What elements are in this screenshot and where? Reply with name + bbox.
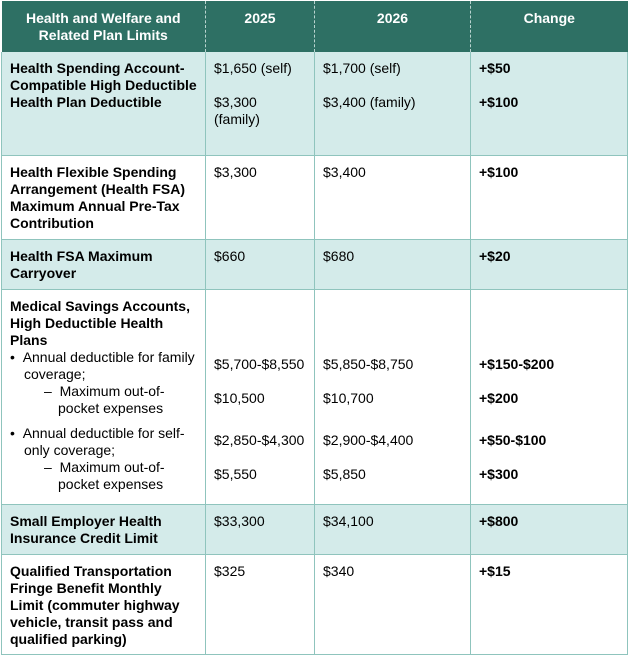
value-family: $3,400 (family) [323, 94, 416, 110]
value-family: $3,300 (family) [214, 94, 260, 127]
cell-change [471, 52, 628, 155]
cell-2025: $660 [206, 239, 315, 289]
table-row-small-employer-credit [2, 504, 628, 554]
cell-2025: $3,300 [206, 155, 315, 239]
row-label [2, 289, 206, 504]
cell-2025: $5,700-$8,550 $10,500 $2,850-$4,300 $5,550 [206, 289, 315, 504]
table-row-transportation-fringe [2, 554, 628, 654]
cell-change: +$20 [471, 239, 628, 289]
value-self: $1,700 (self) [323, 60, 401, 76]
cell-2025: $33,300 [206, 504, 315, 554]
cell-2026: $5,850-$8,750 $10,700 $2,900-$4,400 $5,850 [315, 289, 471, 504]
change-self: +$50 [479, 60, 511, 76]
value-self: $1,650 (self) [214, 60, 292, 76]
row-label: Health Spending Account-Compatible High Deductible Health Plan Deductible [2, 52, 206, 155]
cell-2026: $680 [315, 239, 471, 289]
msa-self-deductible-label: • Annual deductible for self-only coverage; [10, 424, 185, 458]
table-row-medical-savings-accounts [2, 289, 628, 504]
change-family: +$100 [479, 94, 519, 110]
header-change: Change [471, 1, 628, 52]
cell-2026 [315, 52, 471, 155]
row-label: Health Flexible Spending Arrangement (Health FSA) Maximum Annual Pre-Tax Contribution [2, 155, 206, 239]
header-plan-limits: Health and Welfare and Related Plan Limits [2, 1, 206, 52]
row-label: Small Employer Health Insurance Credit Limit [2, 504, 206, 554]
cell-2025 [206, 52, 315, 155]
msa-self-oop-label: – Maximum out-of-pocket expenses [44, 458, 165, 492]
cell-change: +$15 [471, 554, 628, 654]
msa-family-deductible-label: • Annual deductible for family coverage; [10, 348, 195, 382]
msa-family-oop-label: – Maximum out-of-pocket expenses [44, 382, 165, 416]
cell-2026: $34,100 [315, 504, 471, 554]
cell-2025: $325 [206, 554, 315, 654]
header-row [2, 1, 628, 52]
row-label: Health FSA Maximum Carryover [2, 239, 206, 289]
cell-change: +$150-$200 +$200 +$50-$100 +$300 [471, 289, 628, 504]
header-2026: 2026 [315, 1, 471, 52]
row-label: Qualified Transportation Fringe Benefit Monthly Limit (commuter highway vehicle, transit pass and qualified parking) [2, 554, 206, 654]
plan-limits-table [1, 1, 628, 655]
table-row-hsa-hdhp-deductible [2, 52, 628, 155]
cell-change: +$800 [471, 504, 628, 554]
header-2025: 2025 [206, 1, 315, 52]
cell-2026: $3,400 [315, 155, 471, 239]
msa-title: Medical Savings Accounts, High Deductible Health Plans [10, 297, 190, 348]
table-row-health-fsa [2, 155, 628, 239]
table-row-fsa-carryover [2, 239, 628, 289]
cell-change: +$100 [471, 155, 628, 239]
cell-2026: $340 [315, 554, 471, 654]
